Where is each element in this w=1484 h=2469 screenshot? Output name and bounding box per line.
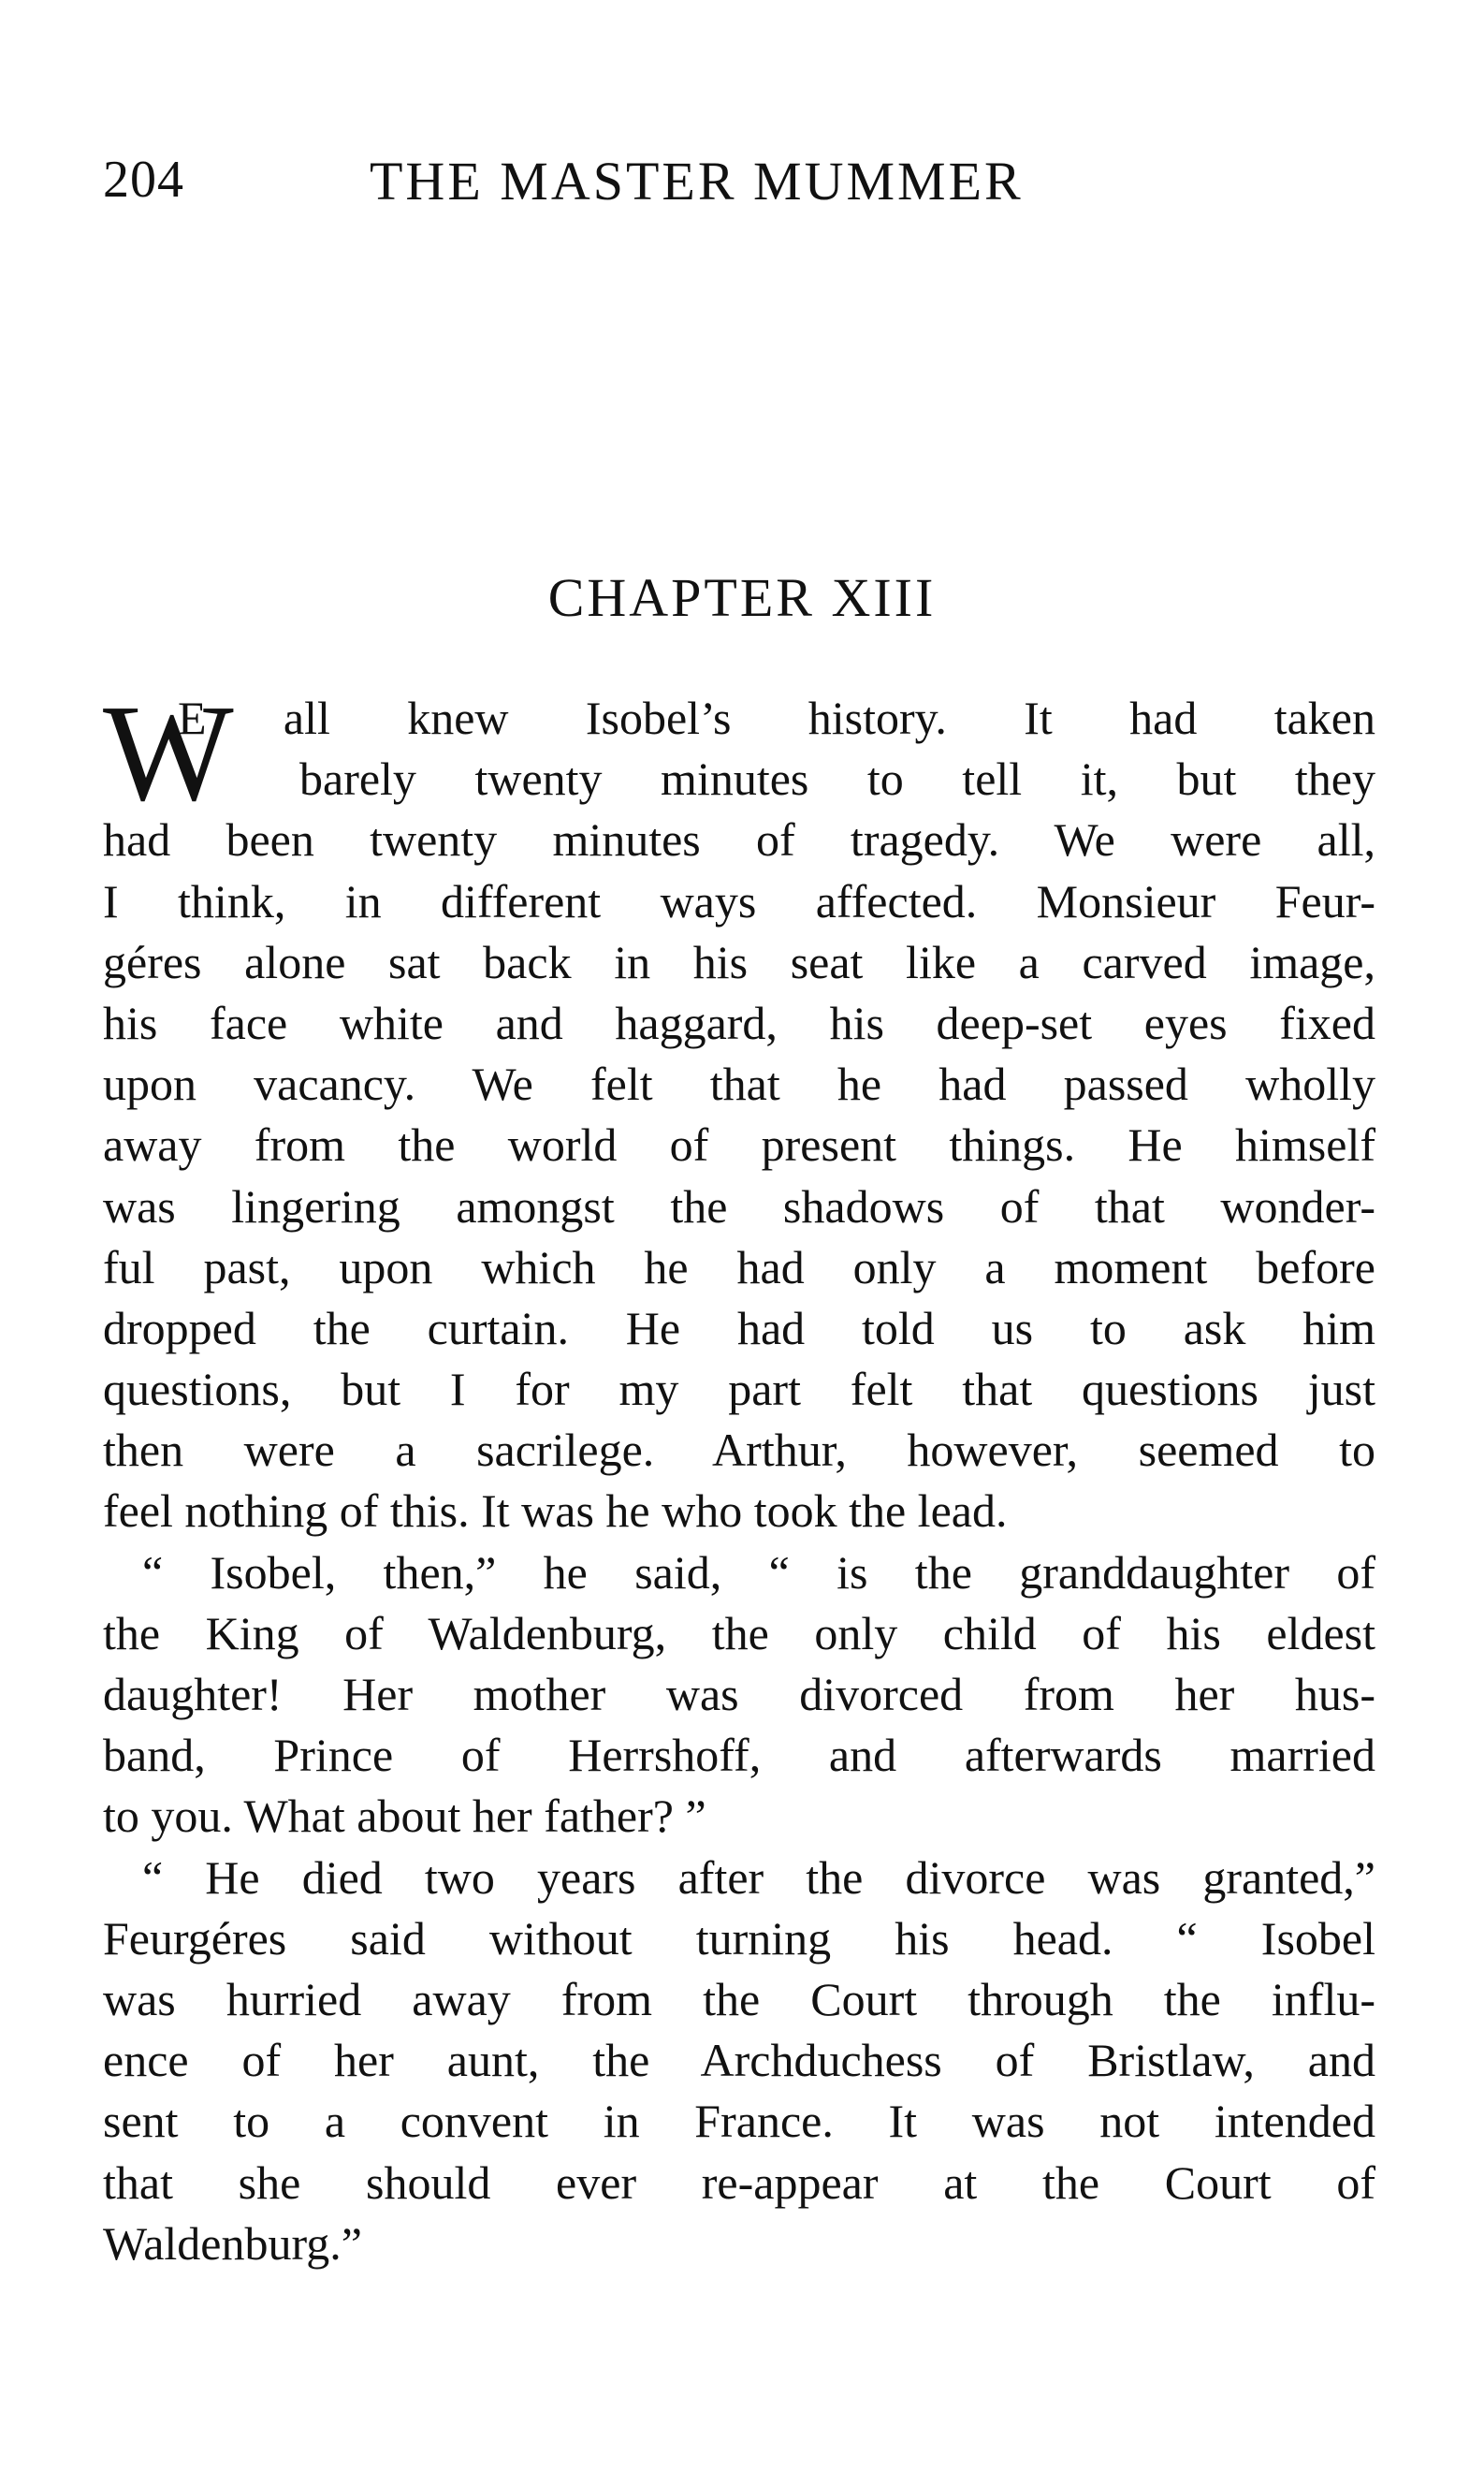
text-line: the King of Waldenburg, the only child of his eldest xyxy=(103,1606,1375,1659)
text-line: was hurried away from the Court through the influ- xyxy=(103,1972,1375,2025)
text-line: E all knew Isobel’s history. It had taken xyxy=(178,692,1375,744)
text-line: “ He died two years after the divorce was granted,” xyxy=(142,1850,1375,1904)
text-line: dropped the curtain. He had told us to ask him xyxy=(103,1301,1375,1354)
text-line: barely twenty minutes to tell it, but they xyxy=(299,752,1375,806)
text-line: Feurgéres said without turning his head. “ Isobel xyxy=(103,1911,1375,1965)
text-line: to you. What about her father? ” xyxy=(103,1790,706,1843)
text-line: had been twenty minutes of tragedy. We were all, xyxy=(103,813,1375,867)
text-line: Waldenburg.” xyxy=(103,2216,362,2270)
text-line: ence of her aunt, the Archduchess of Bristlaw, and xyxy=(103,2034,1375,2087)
text-line: his face white and haggard, his deep-set eyes fixed xyxy=(103,996,1375,1049)
text-line: questions, but I for my part felt that questions just xyxy=(103,1363,1375,1416)
text-line: away from the world of present things. He himself xyxy=(103,1118,1375,1172)
text-line: that she should ever re-appear at the Court of xyxy=(103,2155,1375,2209)
text-line: ful past, upon which he had only a moment before xyxy=(103,1240,1375,1293)
page-number: 204 xyxy=(103,151,184,209)
paragraph-2 xyxy=(103,1542,1375,1848)
text-line: daughter! Her mother was divorced from her hus- xyxy=(103,1668,1375,1720)
paragraph-3 xyxy=(103,1848,1375,2274)
text-line: sent to a convent in France. It was not intended xyxy=(103,2095,1375,2148)
text-line: band, Prince of Herrshoff, and afterwards married xyxy=(103,1729,1375,1782)
text-line: feel nothing of this. It was he who took the lead. xyxy=(103,1484,1008,1538)
chapter-heading: CHAPTER XIII xyxy=(547,567,937,628)
text-line: upon vacancy. We felt that he had passed wholly xyxy=(103,1058,1375,1111)
running-title: THE MASTER MUMMER xyxy=(370,151,1024,212)
text-line: was lingering amongst the shadows of that wonder- xyxy=(103,1179,1375,1233)
text-line: I think, in different ways affected. Monsieur Feur- xyxy=(103,874,1375,928)
body-text xyxy=(103,677,1375,2274)
text-line: “ Isobel, then,” he said, “ is the granddaughter of xyxy=(142,1545,1375,1599)
page-header xyxy=(103,150,1394,225)
text-line: then were a sacrilege. Arthur, however, seemed to xyxy=(103,1424,1375,1477)
text-line: géres alone sat back in his seat like a carved image, xyxy=(103,935,1375,988)
drop-cap: W xyxy=(103,677,234,830)
paragraph-1 xyxy=(103,677,1375,1542)
